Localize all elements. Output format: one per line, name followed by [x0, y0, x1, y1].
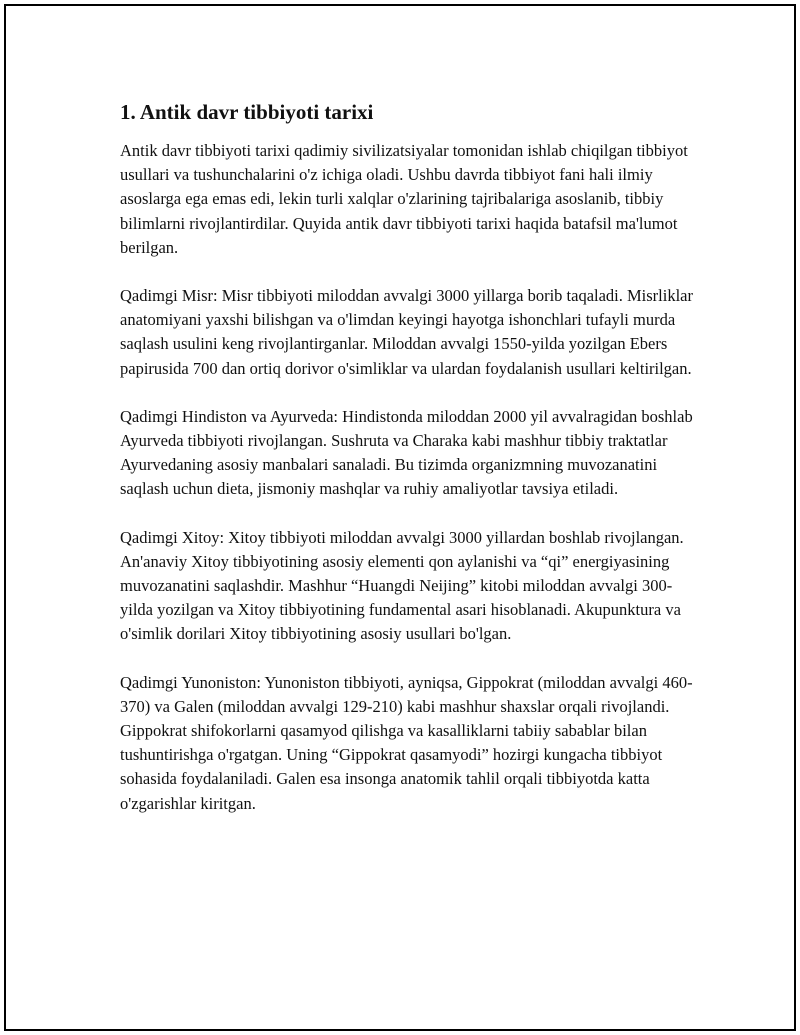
page-frame: [4, 4, 796, 1031]
paragraph-intro: Antik davr tibbiyoti tarixi qadimiy sivilizatsiyalar tomonidan ishlab chiqilgan tibbiyot usullari va tushunchalarini o'z ichiga oladi. Ushbu davrda tibbiyot fani hali ilmiy asoslarga ega emas edi, lekin turli xalqlar o'zlarining tajribalariga asoslanib, tibbiy bilimlarni rivojlantirdilar. Quyida antik davr tibbiyoti tarixi haqida batafsil ma'lumot berilgan.: [120, 141, 688, 257]
paragraph-india: Qadimgi Hindiston va Ayurveda: Hindistonda miloddan 2000 yil avvalragidan boshlab Ayurveda tibbiyoti rivojlangan. Sushruta va Charaka kabi mashhur tibbiy traktatlar Ayurvedaning asosiy manbalari sanaladi. Bu tizimda organizmning muvozanatini saqlash uchun dieta, jismoniy mashqlar va ruhiy amaliyotlar tavsiya etiladi.: [120, 406, 693, 499]
section-heading: 1. Antik davr tibbiyoti tarixi: [120, 100, 374, 124]
paragraph-greece: Qadimgi Yunoniston: Yunoniston tibbiyoti, ayniqsa, Gippokrat (miloddan avvalgi 460-370) va Galen (miloddan avvalgi 129-210) kabi mashhur shaxslar orqali rivojlandi. Gippokrat shifokorlarni qasamyod qilishga va kasalliklarni tabiiy sabablar bilan tushuntirishga o'rgatgan. Uning “Gippokrat qasamyodi” hozirgi kungacha tibbiyot sohasida foydalaniladi. Galen esa insonga anatomik tahlil orqali tibbiyotda katta o'zgarishlar kiritgan.: [120, 672, 693, 813]
paragraph-china: Qadimgi Xitoy: Xitoy tibbiyoti miloddan avvalgi 3000 yillardan boshlab rivojlangan. An'anaviy Xitoy tibbiyotining asosiy elementi qon aylanishi va “qi” energiyasining muvozanatini saqlashdir. Mashhur “Huangdi Neijing” kitobi miloddan avvalgi 300-yilda yozilgan va Xitoy tibbiyotining fundamental asari hisoblanadi. Akupunktura va o'simlik dorilari Xitoy tibbiyotining asosiy usullari bo'lgan.: [120, 527, 684, 644]
document-body: [120, 99, 700, 840]
paragraph-egypt: Qadimgi Misr: Misr tibbiyoti miloddan avvalgi 3000 yillarga borib taqaladi. Misrliklar anatomiyani yaxshi bilishgan va o'limdan keyingi hayotga ishonchlari tufayli murda saqlash usulini keng rivojlantirganlar. Miloddan avvalgi 1550-yilda yozilgan Ebers papirusida 700 dan ortiq dorivor o'simliklar va ulardan foydalanish usullari keltirilgan.: [120, 286, 693, 378]
